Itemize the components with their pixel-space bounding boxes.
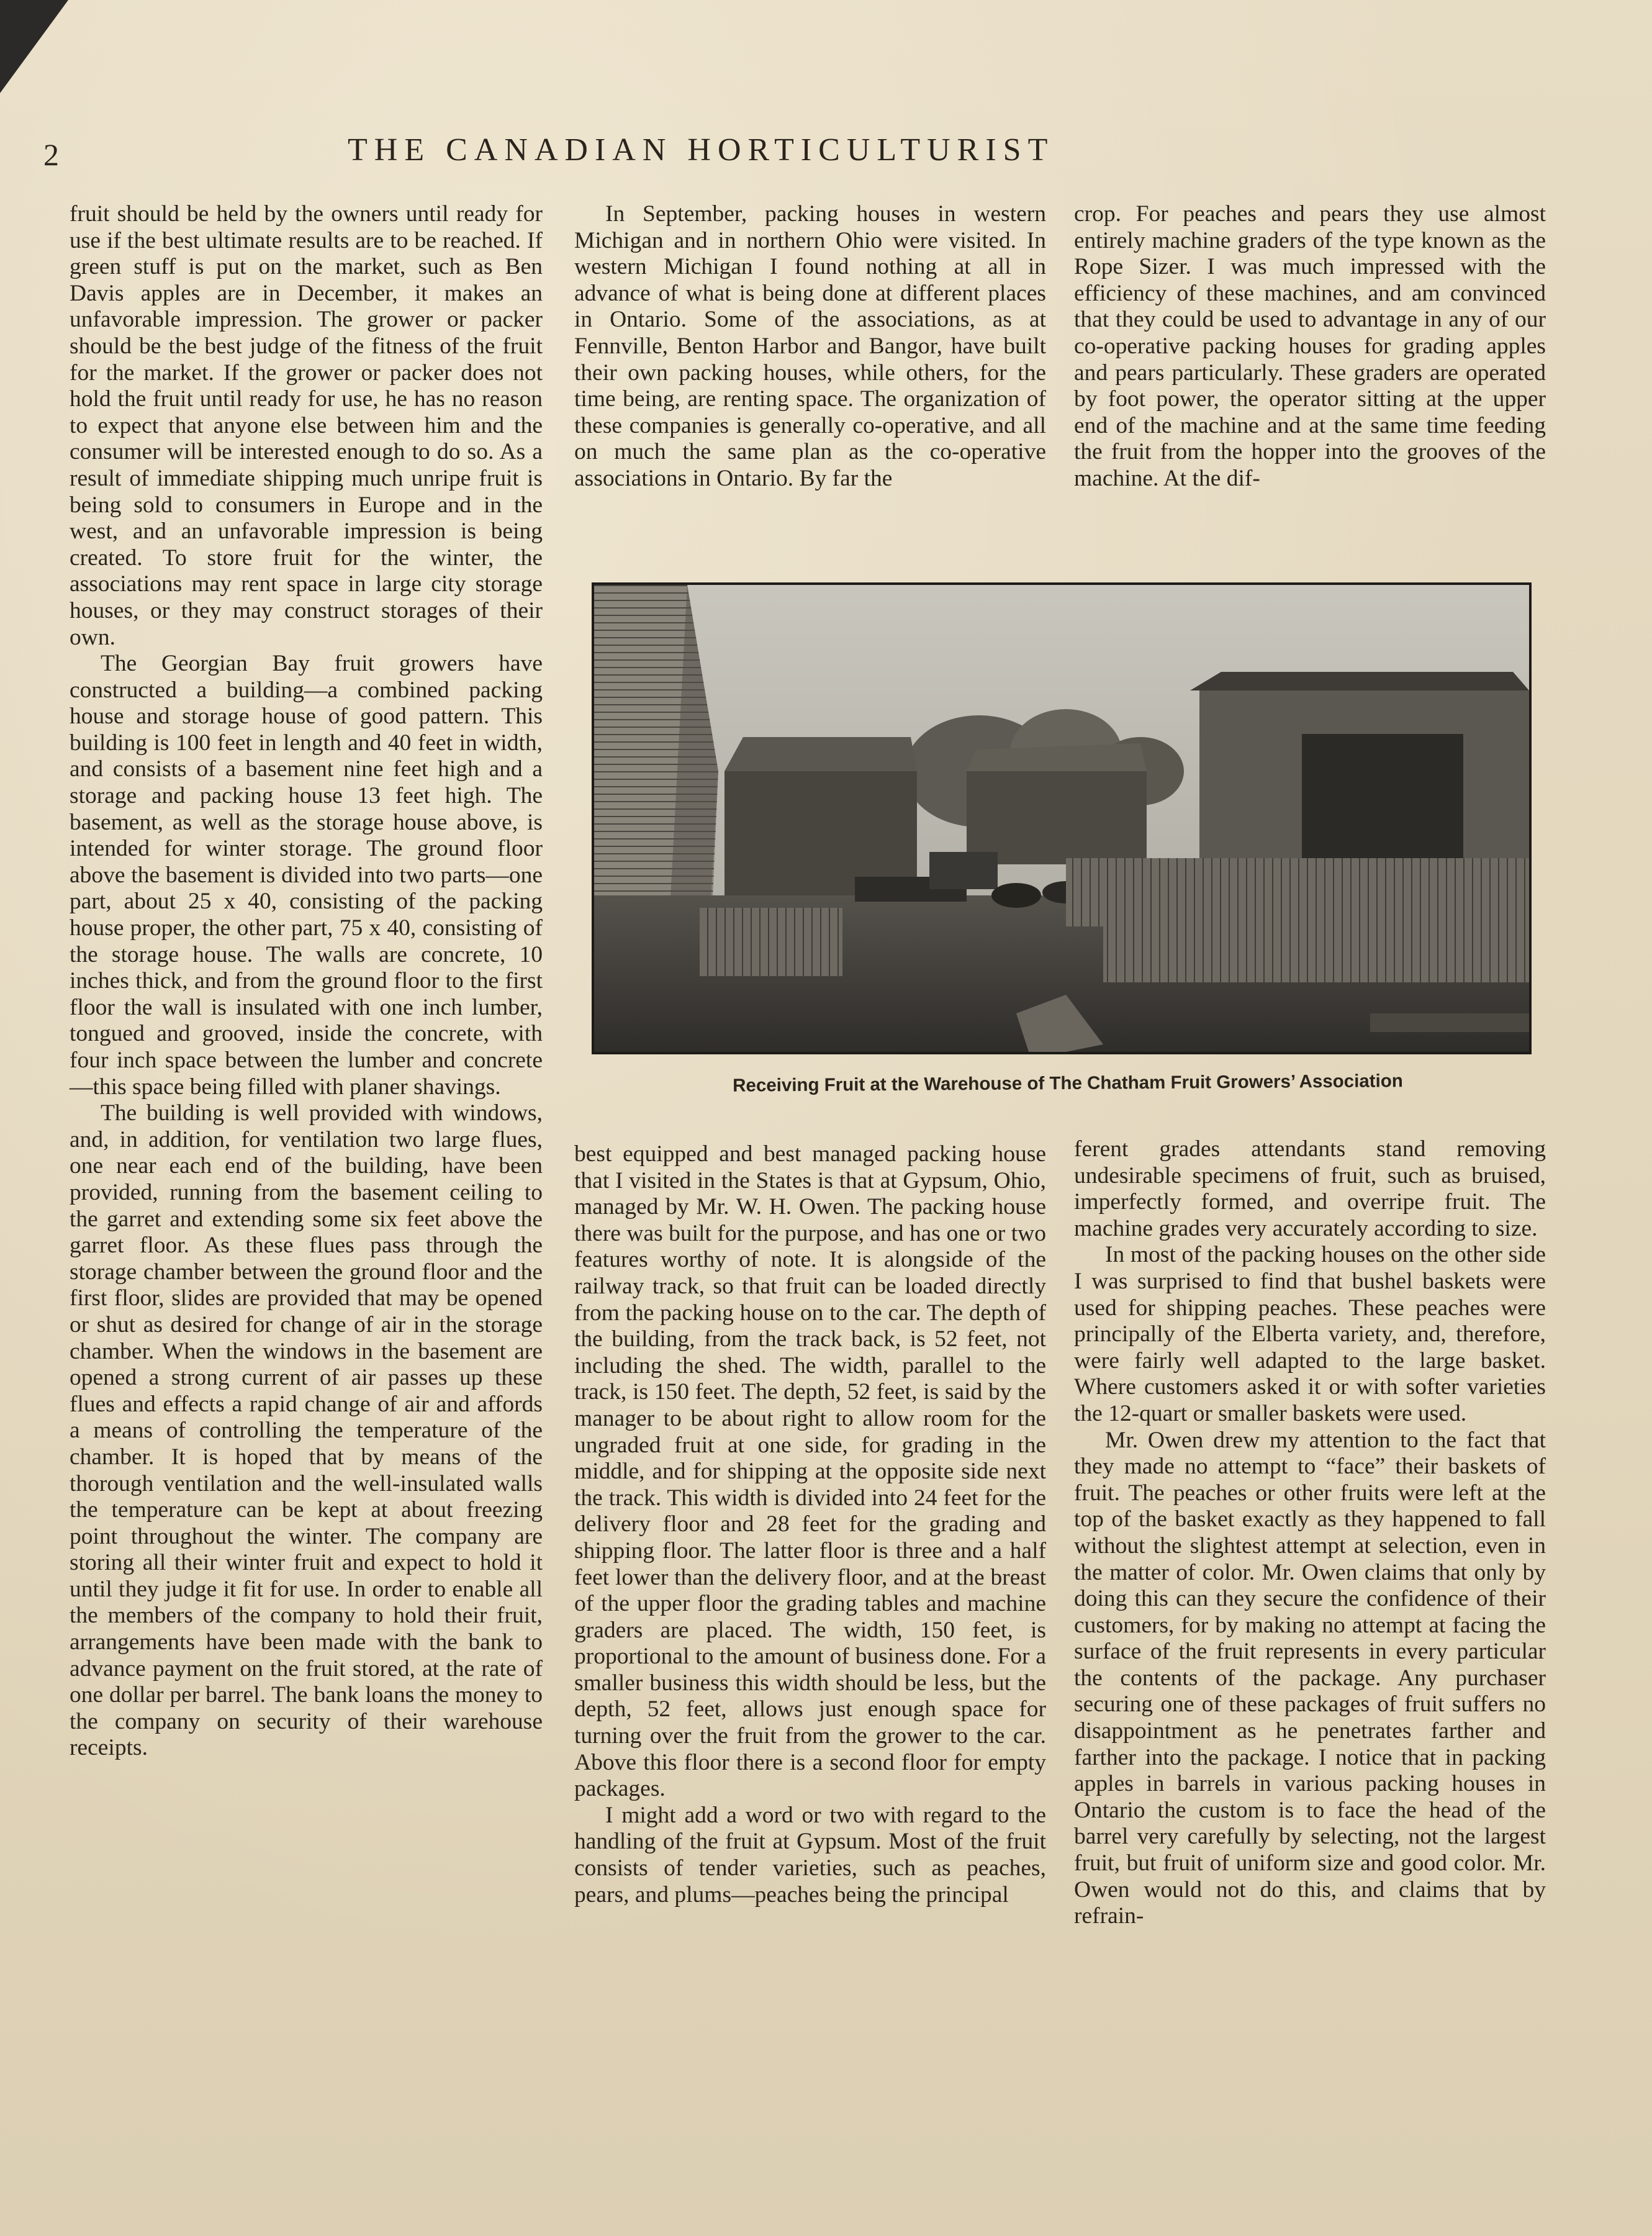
page-number: 2 <box>43 137 59 172</box>
warehouse-photo-image <box>594 585 1529 1052</box>
torn-corner <box>0 0 68 93</box>
left-column <box>70 201 543 1762</box>
paragraph: ferent grades attendants stand removing undesirable specimens of fruit, such as bruised, imperfectly formed, and overripe fruit. The machine grades very accurately according to size. <box>1074 1136 1546 1241</box>
paragraph: The building is well provided with windows, and, in addition, for ventilation two large flues, one near each end of the building, have been provided, running from the basement ceiling to the garret and extending some six feet above the garret floor. As these flues pass through the storage chamber between the ground floor and the first floor, slides are provided that may be opened or shut as desired for change of air in the storage chamber. When the windows in the basement are opened a strong current of air passes up these flues and effects a rapid change of air and affords a means of controlling the temperature of the chamber. It is hoped that by means of the thorough ventilation and the well-insulated walls the temperature can be kept at about freezing point throughout the winter. The company are storing all their winter fruit and expect to hold it until they judge it fit for use. In order to enable all the members of the company to hold their fruit, arrangements have been made with the bank to advance payment on the fruit stored, at the rate of one dollar per barrel. The bank loans the money to the company on security of their warehouse receipts. <box>70 1100 543 1761</box>
paragraph: crop. For peaches and pears they use almost entirely machine graders of the type known as the Rope Sizer. I was much impressed with the efficiency of these machines, and am convinced that they could be used to advantage in any of our co-operative packing houses for grading apples and pears particularly. These graders are operated by foot power, the operator sitting at the upper end of the machine and at the same time feeding the fruit from the hopper into the grooves of the machine. At the dif- <box>1074 201 1546 491</box>
right-column-bottom <box>1074 1136 1546 1930</box>
middle-column-top <box>574 201 1046 492</box>
photo-caption: Receiving Fruit at the Warehouse of The Chatham Fruit Growers’ Association <box>733 1070 1403 1096</box>
running-head: THE CANADIAN HORTICULTURIST <box>348 132 1055 168</box>
paragraph: In most of the packing houses on the other side I was surprised to find that bushel baskets were used for shipping peaches. These peaches were principally of the Elberta variety, and, therefore, were fairly well adapted to the large basket. Where customers asked it or with softer varieties the 12-quart or smaller baskets were used. <box>1074 1242 1546 1426</box>
middle-column-bottom <box>574 1141 1046 1908</box>
paragraph: Mr. Owen drew my attention to the fact that they made no attempt to “face” their baskets of fruit. The peaches or other fruits were left at the top of the basket exactly as they happened to fall without the slightest attempt at selection, even in the matter of color. Mr. Owen claims that only by doing this can they secure the confidence of their customers, for by making no attempt at facing the surface of the fruit represents in every particular the contents of the package. Any purchaser securing one of these packages of fruit suffers no disappointment as he penetrates farther and farther into the package. I notice that in packing apples in barrels in various packing houses in Ontario the custom is to face the head of the barrel very carefully by selecting, not the largest fruit, but fruit of uniform size and good color. Mr. Owen would not do this, and claims that by refrain- <box>1074 1427 1546 1929</box>
paragraph: best equipped and best managed packing house that I visited in the States is that at Gypsum, Ohio, managed by Mr. W. H. Owen. The packing house there was built for the purpose, and has one or two features worthy of note. It is alongside of the railway track, so that fruit can be loaded directly from the packing house on to the car. The depth of the building, from the track back, is 52 feet, not including the shed. The width, parallel to the track, is 150 feet. The depth, 52 feet, is said by the manager to be about right to allow room for the ungraded fruit at one side, for grading in the middle, and for shipping at the opposite side next the track. This width is divided into 24 feet for the delivery floor and 28 feet for the grading and shipping floor. The latter floor is three and a half feet lower than the delivery floor, and at the breast of the upper floor the grading tables and machine graders are placed. The width, 150 feet, is proportional to the amount of business done. For a smaller business this width should be less, but the depth, 52 feet, allows just enough space for turning over the fruit from the grower to the car. Above this floor there is a second floor for empty packages. <box>574 1141 1046 1802</box>
paragraph: The Georgian Bay fruit growers have constructed a building—a combined packing house and storage house of good pattern. This building is 100 feet in length and 40 feet in width, and consists of a basement nine feet high and a storage and packing house 13 feet high. The basement, as well as the storage house above, is intended for winter storage. The ground floor above the basement is divided into two parts—one part, about 25 x 40, consisting of the packing house proper, the other part, 75 x 40, consisting of the storage house. The walls are concrete, 10 inches thick, and from the ground floor to the first floor the wall is insulated with one inch lumber, tongued and grooved, inside the concrete, with four inch space between the lumber and concrete—this space being filled with planer shavings. <box>70 651 543 1100</box>
right-column-top <box>1074 201 1546 492</box>
paragraph: I might add a word or two with regard to the handling of the fruit at Gypsum. Most of the fruit consists of tender varieties, such as peaches, pears, and plums—peaches being the principal <box>574 1802 1046 1908</box>
paragraph: In September, packing houses in western Michigan and in northern Ohio were visited. In western Michigan I found nothing at all in advance of what is being done at different places in Ontario. Some of the associations, as at Fennville, Benton Harbor and Bangor, have built their own packing houses, while others, for the time being, are renting space. The organization of these companies is generally co-operative, and all on much the same plan as the co-operative associations in Ontario. By far the <box>574 201 1046 491</box>
warehouse-photo <box>592 582 1532 1054</box>
paragraph: fruit should be held by the owners until ready for use if the best ultimate results are to be reached. If green stuff is put on the market, such as Ben Davis apples are in December, it makes an unfavorable impression. The grower or packer should be the best judge of the fitness of the fruit for the market. If the grower or packer does not hold the fruit until ready for use, he has no reason to expect that anyone else between him and the consumer will be interested enough to do so. As a result of immediate shipping much unripe fruit is being sold to consumers in Europe and in the west, and an unfavorable impression is being created. To store fruit for the winter, the associations may rent space in large city storage houses, or they may construct storages of their own. <box>70 201 543 650</box>
